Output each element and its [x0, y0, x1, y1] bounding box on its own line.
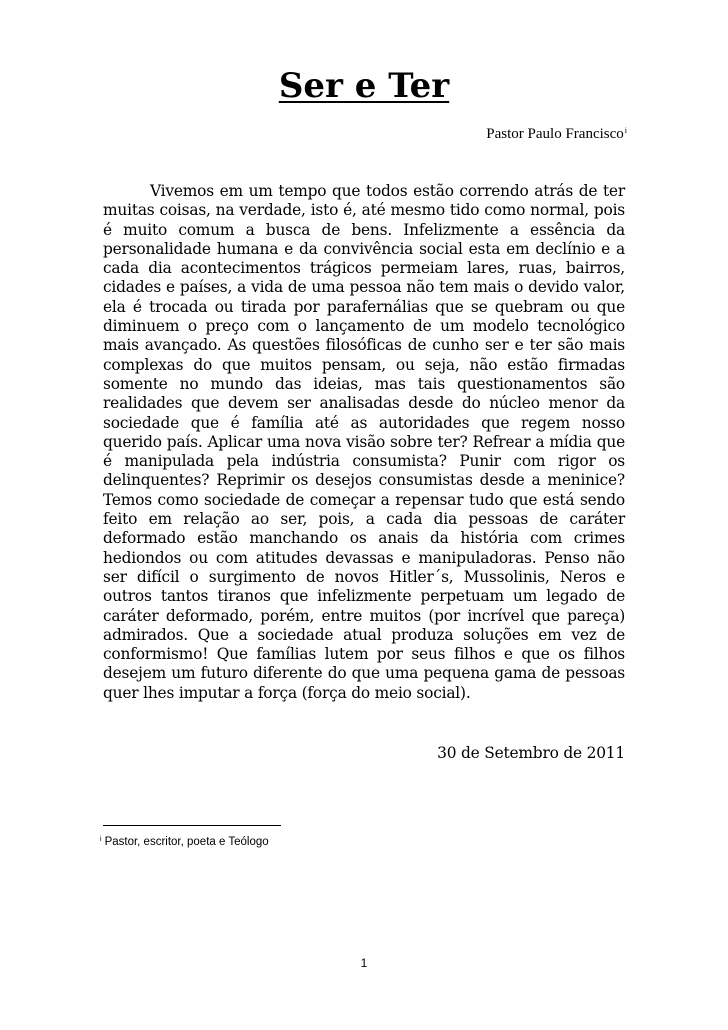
- page-number: 1: [360, 956, 368, 970]
- footnote: [100, 835, 269, 849]
- footnote-text: Pastor, escritor, poeta e Teólogo: [104, 836, 269, 848]
- footnote-marker: i: [100, 836, 102, 843]
- body-paragraph: Vivemos em um tempo que todos estão correndo atrás de ter muitas coisas, na verdade, isto é, até mesmo tido como normal, pois é muito comum a busca de bens. Infelizmente a essência da personalidade humana e da convivência social esta em declínio e a cada dia acontecimentos trágicos permeiam lares, ruas, bairros, cidades e países, a vida de uma pessoa não tem mais o devido valor, ela é trocada ou tirada por parafernálias que se quebram ou que diminuem o preço com o lançamento de um modelo tecnológico mais avançado. As questões filosóficas de cunho ser e ter são mais complexas do que muitos pensam, ou seja, não estão firmadas somente no mundo das ideias, mas tais questionamentos são realidades que devem ser analisadas desde do núcleo menor da sociedade que é família até as autoridades que regem nosso querido país. Aplicar uma nova visão sobre ter? Refrear a mídia que é manipulada pela indústria consumista? Punir com rigor os delinquentes? Reprimir os desejos consumistas desde a meninice? Temos como sociedade de começar a repensar tudo que está sendo feito em relação ao ser, pois, a cada dia pessoas de caráter deformado estão manchando os anais da história com crimes hediondos ou com atitudes devassas e manipuladoras. Penso não ser difícil o surgimento de novos Hitler´s, Mussolinis, Neros e outros tantos tiranos que infelizmente perpetuam um legado de caráter deformado, porém, entre muitos (por incrível que pareça) admirados. Que a sociedade atual produza soluções em vez de conformismo! Que famílias lutem por seus filhos e que os filhos desejem um futuro diferente do que uma pequena gama de pessoas quer lhes imputar a força (força do meio social).: [103, 182, 625, 702]
- author-line: [486, 125, 627, 143]
- author-name: Pastor Paulo Francisco: [486, 126, 624, 142]
- document-title: [0, 66, 728, 106]
- document-title-text: Ser e Ter: [278, 66, 450, 106]
- document-date: 30 de Setembro de 2011: [437, 744, 625, 762]
- footnote-separator: [103, 825, 281, 826]
- author-footnote-marker[interactable]: i: [624, 126, 627, 135]
